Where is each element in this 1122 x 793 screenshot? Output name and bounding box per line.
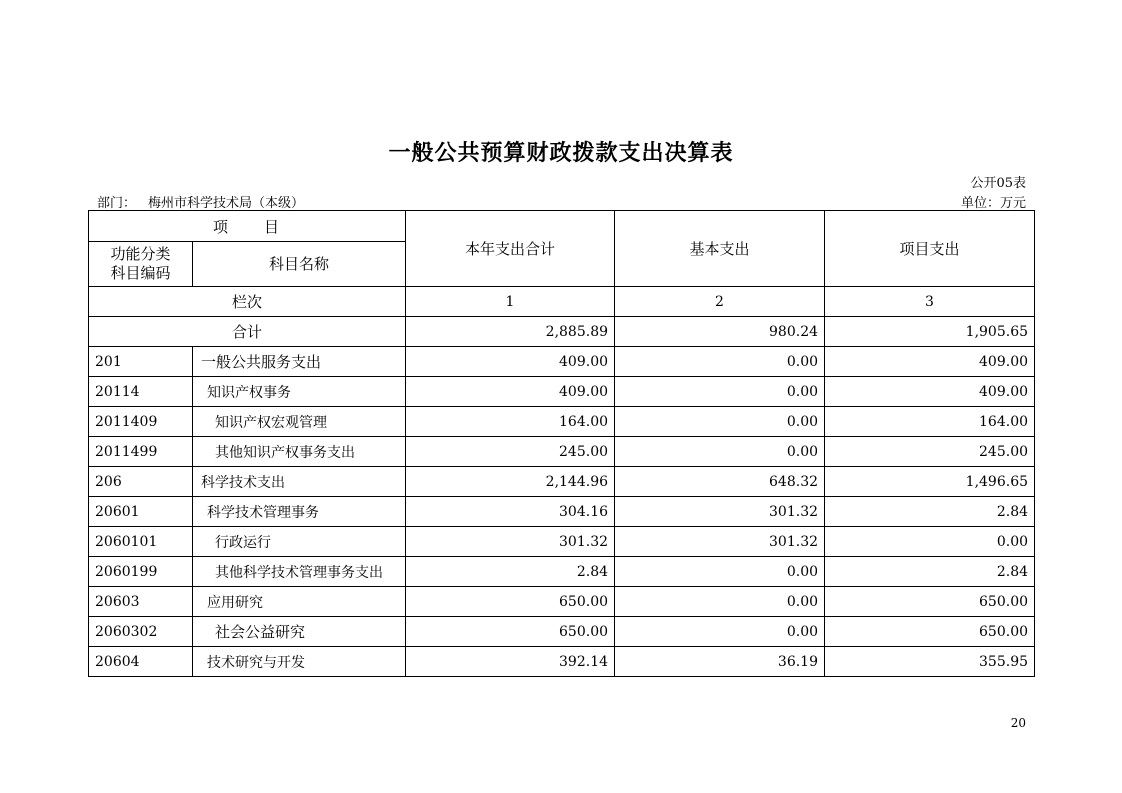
header-basic: 基本支出 [615,211,825,287]
row-basic: 301.32 [615,527,825,557]
row-project: 1,496.65 [825,467,1035,497]
row-basic: 0.00 [615,557,825,587]
row-name: 知识产权宏观管理 [193,407,406,437]
row-total: 245.00 [406,437,615,467]
row-code: 2060302 [89,617,193,647]
row-basic: 0.00 [615,437,825,467]
header-code-line2: 科目编码 [110,264,171,282]
header-project: 项 目 [89,211,406,242]
row-index-label: 栏次 [89,287,406,317]
sum-row [89,317,1035,347]
row-basic: 648.32 [615,467,825,497]
header-total: 本年支出合计 [406,211,615,287]
row-code: 20114 [89,377,193,407]
table-row [89,437,1035,467]
row-code: 2060101 [89,527,193,557]
row-total: 409.00 [406,377,615,407]
row-code: 20601 [89,497,193,527]
table-row [89,347,1035,377]
sum-project: 1,905.65 [825,317,1035,347]
row-index-2: 2 [615,287,825,317]
header-project-expenditure: 项目支出 [825,211,1035,287]
row-name: 一般公共服务支出 [193,347,406,377]
row-name: 社会公益研究 [193,617,406,647]
row-basic: 0.00 [615,407,825,437]
row-project: 355.95 [825,647,1035,677]
sum-label: 合计 [89,317,406,347]
form-number: 公开05表 [970,176,1026,191]
row-code: 20603 [89,587,193,617]
row-index-1: 1 [406,287,615,317]
row-name: 其他知识产权事务支出 [193,437,406,467]
row-basic: 0.00 [615,347,825,377]
row-project: 245.00 [825,437,1035,467]
row-project: 650.00 [825,617,1035,647]
row-name: 技术研究与开发 [193,647,406,677]
row-project: 409.00 [825,377,1035,407]
row-project: 0.00 [825,527,1035,557]
table-row [89,467,1035,497]
row-total: 392.14 [406,647,615,677]
row-index-3: 3 [825,287,1035,317]
table-row [89,587,1035,617]
table-row [89,407,1035,437]
row-basic: 0.00 [615,617,825,647]
row-project: 2.84 [825,557,1035,587]
row-basic: 301.32 [615,497,825,527]
row-code: 2060199 [89,557,193,587]
department-name: 梅州市科学技术局（本级） [148,196,305,211]
row-total: 409.00 [406,347,615,377]
row-project: 409.00 [825,347,1035,377]
table-row [89,647,1035,677]
row-total: 304.16 [406,497,615,527]
header-name: 科目名称 [193,242,406,287]
row-project: 650.00 [825,587,1035,617]
sum-basic: 980.24 [615,317,825,347]
sum-total: 2,885.89 [406,317,615,347]
row-code: 201 [89,347,193,377]
row-code: 2011499 [89,437,193,467]
row-total: 2.84 [406,557,615,587]
expenditure-table [88,210,1035,677]
table-row [89,557,1035,587]
row-code: 206 [89,467,193,497]
table-row [89,527,1035,557]
department-line [97,192,304,211]
page-number: 20 [1010,716,1026,730]
row-basic: 0.00 [615,377,825,407]
row-total: 650.00 [406,617,615,647]
row-name: 科学技术支出 [193,467,406,497]
row-total: 301.32 [406,527,615,557]
row-name: 应用研究 [193,587,406,617]
row-total: 2,144.96 [406,467,615,497]
page-title: 一般公共预算财政拨款支出决算表 [388,140,734,166]
header-code-line1: 功能分类 [110,245,171,263]
row-project: 164.00 [825,407,1035,437]
row-name: 其他科学技术管理事务支出 [193,557,406,587]
row-basic: 0.00 [615,587,825,617]
row-basic: 36.19 [615,647,825,677]
row-code: 2011409 [89,407,193,437]
table-row [89,617,1035,647]
row-code: 20604 [89,647,193,677]
row-name: 科学技术管理事务 [193,497,406,527]
department-label: 部门： [97,196,137,211]
row-name: 行政运行 [193,527,406,557]
row-project: 2.84 [825,497,1035,527]
header-code [89,242,193,287]
table-row [89,497,1035,527]
row-index [89,287,1035,317]
table-row [89,377,1035,407]
header-row-1 [89,211,1035,242]
row-total: 164.00 [406,407,615,437]
unit-label: 单位：万元 [960,196,1026,211]
row-total: 650.00 [406,587,615,617]
row-name: 知识产权事务 [193,377,406,407]
